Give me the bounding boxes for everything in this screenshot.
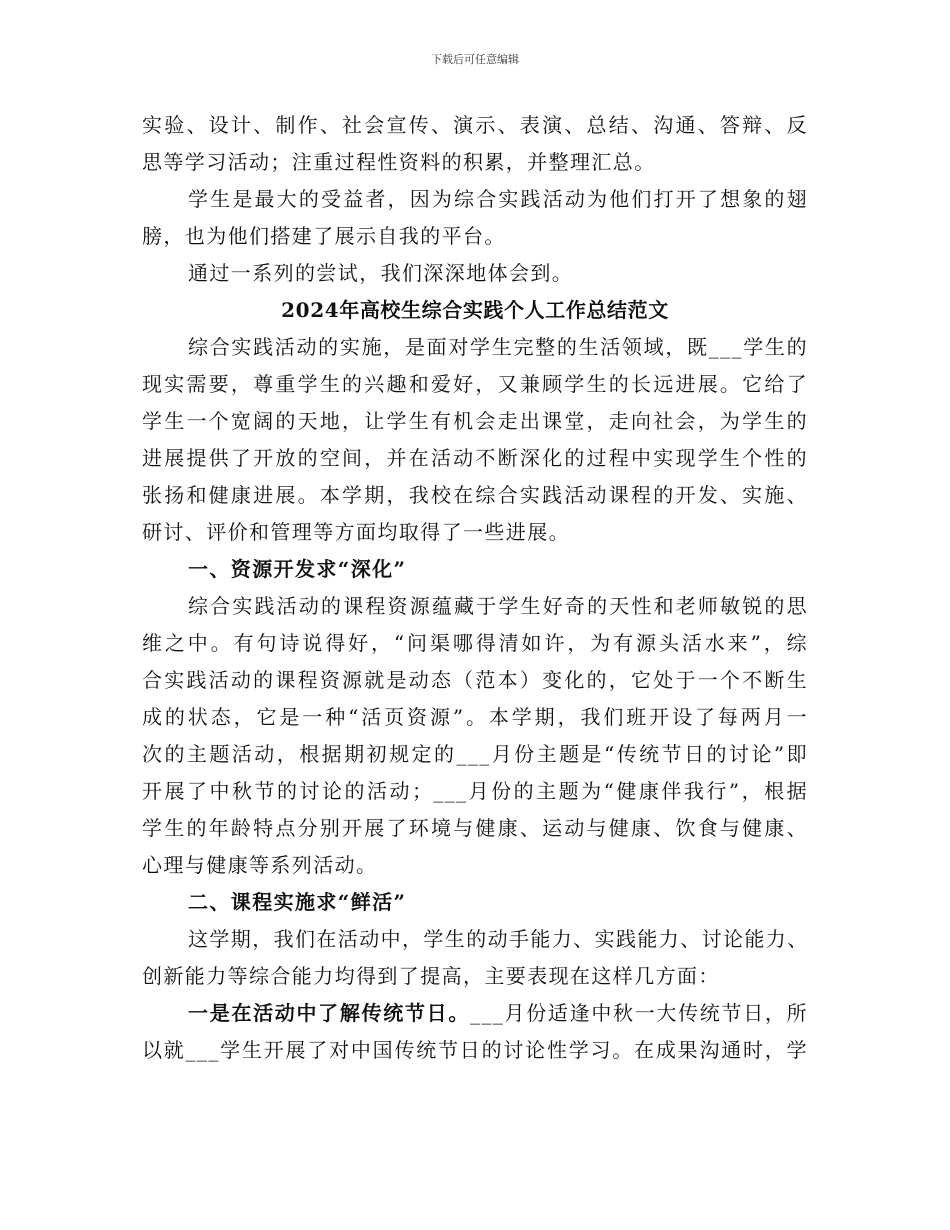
- lead-line-rest: ___月份适逢中秋一大传统节日，所: [470, 1001, 808, 1025]
- body-text-line: 开展了中秋节的讨论的活动；___月份的主题为“健康伴我行”，根据: [142, 779, 808, 803]
- section-heading-2: 二、课程实施求“鲜活”: [188, 890, 407, 914]
- body-text-line: 膀，也为他们搭建了展示自我的平台。: [142, 224, 506, 248]
- document-body: [142, 107, 808, 1069]
- body-text-line: 张扬和健康进展。本学期，我校在综合实践活动课程的开发、实施、: [142, 483, 808, 507]
- body-text-line: 次的主题活动，根据期初规定的___月份主题是“传统节日的讨论”即: [142, 742, 808, 766]
- body-text-line: 思等学习活动；注重过程性资料的积累，并整理汇总。: [142, 150, 656, 174]
- body-text-line: 现实需要，尊重学生的兴趣和爱好，又兼顾学生的长远进展。它给了: [142, 372, 808, 396]
- paragraph-first-line: 通过一系列的尝试，我们深深地体会到。: [188, 261, 574, 285]
- paragraph-first-line: 学生是最大的受益者，因为综合实践活动为他们打开了想象的翅: [188, 187, 808, 211]
- body-text-line: 学生一个宽阔的天地，让学生有机会走出课堂，走向社会，为学生的: [142, 409, 808, 433]
- paragraph-first-line: 综合实践活动的实施，是面对学生完整的生活领域，既___学生的: [188, 335, 808, 359]
- paragraph-first-line: 这学期，我们在活动中，学生的动手能力、实践能力、讨论能力、: [188, 927, 809, 951]
- body-text-line: 学生的年龄特点分别开展了环境与健康、运动与健康、饮食与健康、: [142, 816, 808, 840]
- body-text-line: 维之中。有句诗说得好，“问渠哪得清如许，为有源头活水来”，综: [142, 631, 808, 655]
- body-text-line: 创新能力等综合能力均得到了提高，主要表现在这样几方面：: [142, 964, 720, 988]
- body-text-line: 研讨、评价和管理等方面均取得了一些进展。: [142, 520, 570, 544]
- bold-lead-phrase: 一是在活动中了解传统节日。: [188, 1001, 471, 1025]
- paragraph-first-line: [142, 995, 808, 1032]
- body-text-line: 成的状态，它是一种“活页资源”。本学期，我们班开设了每两月一: [142, 705, 808, 729]
- body-text-line: 进展提供了开放的空间，并在活动不断深化的过程中实现学生个性的: [142, 446, 808, 470]
- page-header: 下载后可任意编辑: [431, 53, 519, 66]
- body-text-line: 心理与健康等系列活动。: [142, 853, 378, 877]
- body-text-line: 合实践活动的课程资源就是动态（范本）变化的，它处于一个不断生: [142, 668, 808, 692]
- document-title: 2024年高校生综合实践个人工作总结范文: [281, 298, 669, 322]
- paragraph-first-line: 综合实践活动的课程资源蕴藏于学生好奇的天性和老师敏锐的思: [188, 594, 808, 618]
- body-text-line: 实验、设计、制作、社会宣传、演示、表演、总结、沟通、答辩、反: [142, 113, 808, 137]
- section-heading-1: 一、资源开发求“深化”: [188, 557, 407, 581]
- body-text-line: 以就___学生开展了对中国传统节日的讨论性学习。在成果沟通时，学: [142, 1038, 808, 1062]
